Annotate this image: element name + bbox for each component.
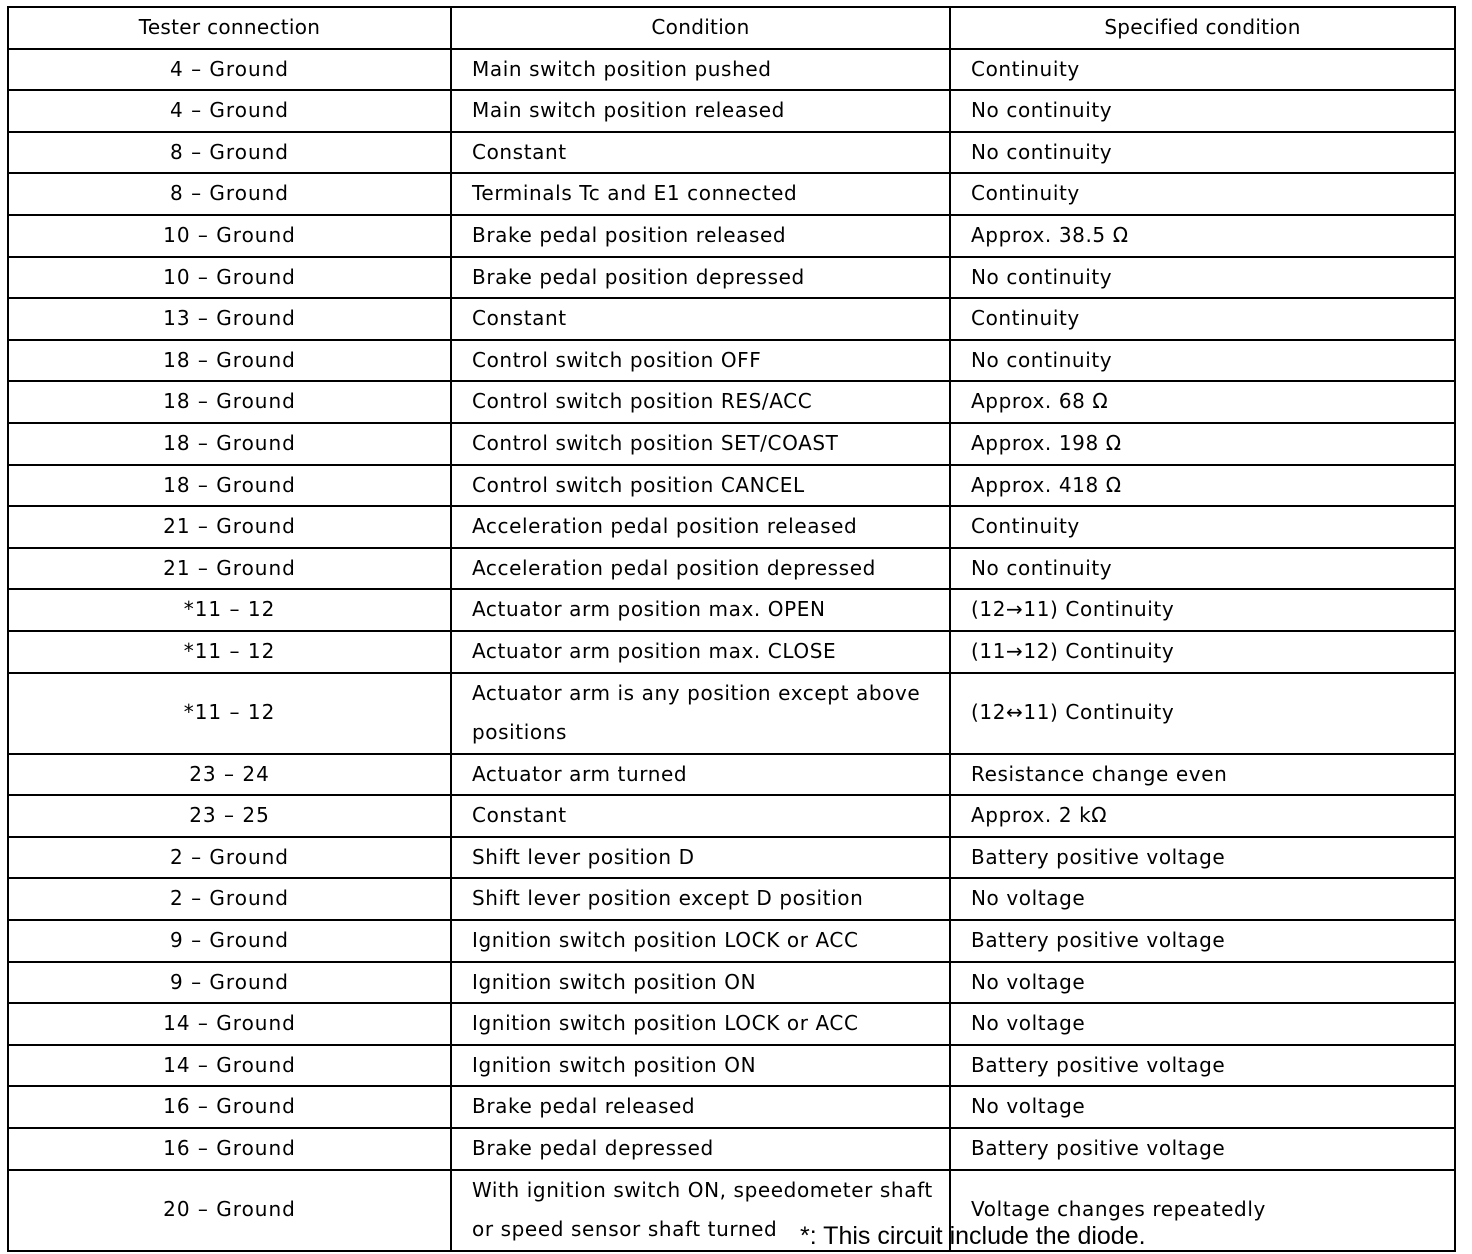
cell-tester-connection: 14 – Ground bbox=[8, 1003, 451, 1045]
cell-tester-connection: 9 – Ground bbox=[8, 962, 451, 1004]
cell-specified-condition: Approx. 68 Ω bbox=[950, 381, 1455, 423]
cell-tester-connection: *11 – 12 bbox=[8, 673, 451, 754]
cell-specified-condition: No voltage bbox=[950, 1086, 1455, 1128]
cell-specified-condition: (12↔11) Continuity bbox=[950, 673, 1455, 754]
table-row bbox=[8, 878, 1455, 920]
cell-condition: Control switch position RES/ACC bbox=[451, 381, 950, 423]
cell-tester-connection: 20 – Ground bbox=[8, 1170, 451, 1251]
table-row bbox=[8, 962, 1455, 1004]
cell-tester-connection: *11 – 12 bbox=[8, 631, 451, 673]
table-row bbox=[8, 298, 1455, 340]
cell-condition: Actuator arm is any position except above positions bbox=[451, 673, 950, 754]
table-row bbox=[8, 215, 1455, 257]
table-row bbox=[8, 795, 1455, 837]
table-row bbox=[8, 90, 1455, 132]
inspection-table bbox=[7, 6, 1456, 1252]
header-condition: Condition bbox=[451, 7, 950, 49]
table-row bbox=[8, 1086, 1455, 1128]
cell-specified-condition: Approx. 38.5 Ω bbox=[950, 215, 1455, 257]
table-row bbox=[8, 506, 1455, 548]
header-specified-condition: Specified condition bbox=[950, 7, 1455, 49]
table-row bbox=[8, 1128, 1455, 1170]
cell-condition: Control switch position CANCEL bbox=[451, 465, 950, 507]
cell-tester-connection: 21 – Ground bbox=[8, 506, 451, 548]
cell-tester-connection: 10 – Ground bbox=[8, 257, 451, 299]
cell-condition: Ignition switch position ON bbox=[451, 962, 950, 1004]
cell-tester-connection: 2 – Ground bbox=[8, 878, 451, 920]
cell-condition: Shift lever position except D position bbox=[451, 878, 950, 920]
table-row bbox=[8, 1003, 1455, 1045]
cell-specified-condition: No continuity bbox=[950, 132, 1455, 174]
header-tester-connection: Tester connection bbox=[8, 7, 451, 49]
cell-tester-connection: 9 – Ground bbox=[8, 920, 451, 962]
cell-condition: Brake pedal released bbox=[451, 1086, 950, 1128]
cell-tester-connection: 16 – Ground bbox=[8, 1086, 451, 1128]
table-row bbox=[8, 381, 1455, 423]
cell-tester-connection: 18 – Ground bbox=[8, 423, 451, 465]
cell-tester-connection: 18 – Ground bbox=[8, 381, 451, 423]
cell-specified-condition: Continuity bbox=[950, 506, 1455, 548]
table-body bbox=[8, 49, 1455, 1251]
cell-specified-condition: No voltage bbox=[950, 878, 1455, 920]
cell-specified-condition: (11→12) Continuity bbox=[950, 631, 1455, 673]
table-row bbox=[8, 548, 1455, 590]
table-row bbox=[8, 465, 1455, 507]
cell-condition: Brake pedal depressed bbox=[451, 1128, 950, 1170]
cell-specified-condition: Approx. 418 Ω bbox=[950, 465, 1455, 507]
cell-condition: Acceleration pedal position released bbox=[451, 506, 950, 548]
cell-specified-condition: Continuity bbox=[950, 49, 1455, 91]
cell-tester-connection: 23 – 25 bbox=[8, 795, 451, 837]
cell-tester-connection: 4 – Ground bbox=[8, 49, 451, 91]
cell-specified-condition: Battery positive voltage bbox=[950, 1045, 1455, 1087]
footnote: *: This circuit include the diode. bbox=[800, 1222, 1146, 1250]
cell-condition: Control switch position OFF bbox=[451, 340, 950, 382]
table-row bbox=[8, 1045, 1455, 1087]
cell-tester-connection: 2 – Ground bbox=[8, 837, 451, 879]
cell-specified-condition: Resistance change even bbox=[950, 754, 1455, 796]
table-row bbox=[8, 673, 1455, 754]
cell-specified-condition: No continuity bbox=[950, 548, 1455, 590]
cell-condition: Actuator arm turned bbox=[451, 754, 950, 796]
cell-condition: Shift lever position D bbox=[451, 837, 950, 879]
table-row bbox=[8, 257, 1455, 299]
cell-specified-condition: No continuity bbox=[950, 340, 1455, 382]
cell-condition: Constant bbox=[451, 298, 950, 340]
cell-condition: Brake pedal position depressed bbox=[451, 257, 950, 299]
table-row bbox=[8, 132, 1455, 174]
cell-condition: Ignition switch position LOCK or ACC bbox=[451, 920, 950, 962]
cell-condition: Acceleration pedal position depressed bbox=[451, 548, 950, 590]
cell-tester-connection: 23 – 24 bbox=[8, 754, 451, 796]
cell-specified-condition: (12→11) Continuity bbox=[950, 589, 1455, 631]
cell-tester-connection: 14 – Ground bbox=[8, 1045, 451, 1087]
table-row bbox=[8, 423, 1455, 465]
cell-specified-condition: Continuity bbox=[950, 298, 1455, 340]
cell-condition: Actuator arm position max. CLOSE bbox=[451, 631, 950, 673]
cell-condition: Ignition switch position LOCK or ACC bbox=[451, 1003, 950, 1045]
table-row bbox=[8, 920, 1455, 962]
cell-tester-connection: 18 – Ground bbox=[8, 465, 451, 507]
cell-specified-condition: Continuity bbox=[950, 173, 1455, 215]
cell-specified-condition: Voltage changes repeatedly bbox=[950, 1170, 1455, 1251]
cell-condition: With ignition switch ON, speedometer shaft or speed sensor shaft turned bbox=[451, 1170, 950, 1251]
table-header-row bbox=[8, 7, 1455, 49]
cell-tester-connection: 4 – Ground bbox=[8, 90, 451, 132]
cell-specified-condition: Battery positive voltage bbox=[950, 1128, 1455, 1170]
table-row bbox=[8, 49, 1455, 91]
table-row bbox=[8, 631, 1455, 673]
cell-tester-connection: 18 – Ground bbox=[8, 340, 451, 382]
table-row bbox=[8, 340, 1455, 382]
cell-condition: Constant bbox=[451, 795, 950, 837]
cell-condition: Actuator arm position max. OPEN bbox=[451, 589, 950, 631]
cell-specified-condition: Approx. 198 Ω bbox=[950, 423, 1455, 465]
cell-specified-condition: No continuity bbox=[950, 257, 1455, 299]
cell-tester-connection: 16 – Ground bbox=[8, 1128, 451, 1170]
cell-specified-condition: Battery positive voltage bbox=[950, 837, 1455, 879]
cell-condition: Brake pedal position released bbox=[451, 215, 950, 257]
cell-condition: Constant bbox=[451, 132, 950, 174]
table-row bbox=[8, 589, 1455, 631]
inspection-table-container bbox=[7, 6, 1454, 1252]
cell-specified-condition: No continuity bbox=[950, 90, 1455, 132]
cell-tester-connection: 13 – Ground bbox=[8, 298, 451, 340]
cell-specified-condition: Battery positive voltage bbox=[950, 920, 1455, 962]
cell-specified-condition: No voltage bbox=[950, 962, 1455, 1004]
cell-tester-connection: 8 – Ground bbox=[8, 173, 451, 215]
cell-condition: Ignition switch position ON bbox=[451, 1045, 950, 1087]
cell-tester-connection: 21 – Ground bbox=[8, 548, 451, 590]
cell-tester-connection: 10 – Ground bbox=[8, 215, 451, 257]
cell-tester-connection: *11 – 12 bbox=[8, 589, 451, 631]
cell-specified-condition: Approx. 2 kΩ bbox=[950, 795, 1455, 837]
table-row bbox=[8, 1170, 1455, 1251]
table-row bbox=[8, 837, 1455, 879]
table-row bbox=[8, 754, 1455, 796]
cell-tester-connection: 8 – Ground bbox=[8, 132, 451, 174]
cell-specified-condition: No voltage bbox=[950, 1003, 1455, 1045]
cell-condition: Terminals Tc and E1 connected bbox=[451, 173, 950, 215]
cell-condition: Main switch position pushed bbox=[451, 49, 950, 91]
cell-condition: Control switch position SET/COAST bbox=[451, 423, 950, 465]
cell-condition: Main switch position released bbox=[451, 90, 950, 132]
table-row bbox=[8, 173, 1455, 215]
